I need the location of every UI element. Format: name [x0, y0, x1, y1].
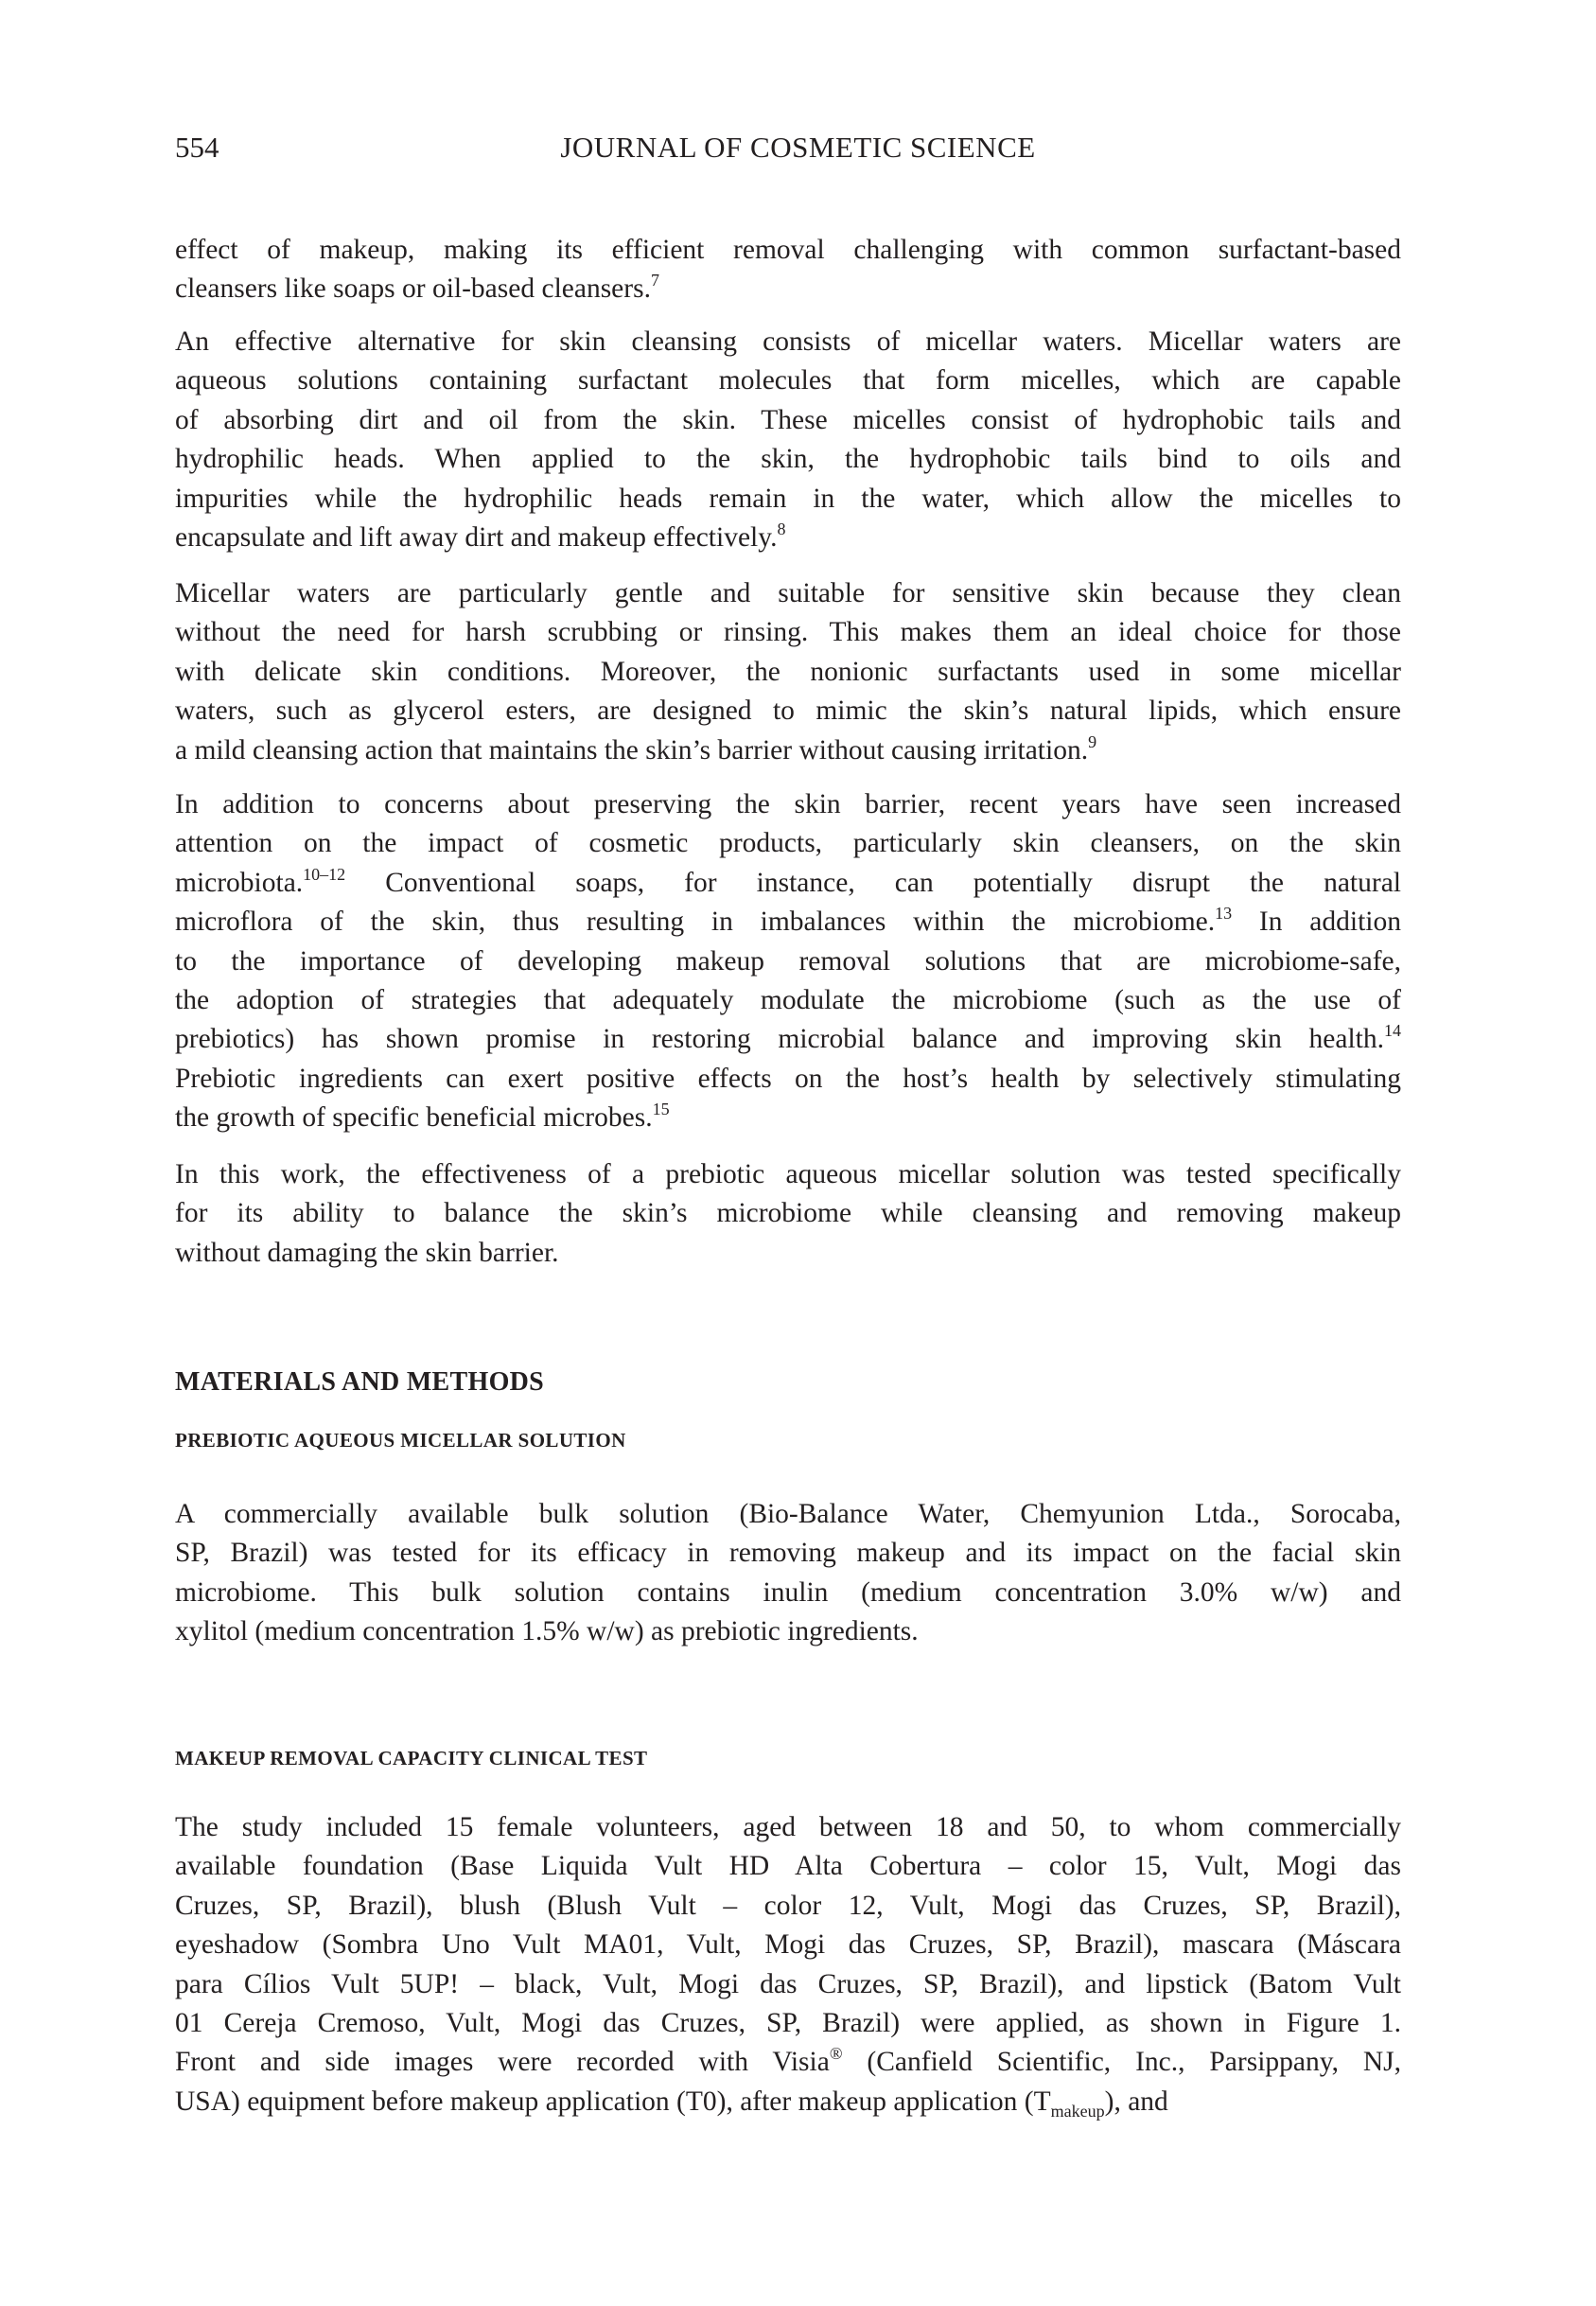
running-header-journal-title: JOURNAL OF COSMETIC SCIENCE	[560, 131, 1036, 164]
text-segment: the growth of specific beneficial microbes.	[175, 1102, 653, 1134]
text-segment: Micellar waters are particularly gentle and suitable for sensitive skin because they clean	[175, 578, 1401, 608]
paragraph-micellar-gentleness	[175, 574, 1401, 770]
paragraph-micellar-waters-intro	[175, 323, 1401, 557]
text-line	[175, 1099, 1401, 1137]
text-line	[175, 613, 1401, 652]
text-line	[175, 653, 1401, 692]
text-segment: eyeshadow (Sombra Uno Vult MA01, Vult, Mogi das Cruzes, SP, Brazil), mascara (Máscara	[175, 1929, 1401, 1961]
text-segment: An effective alternative for skin cleansing consists of micellar waters. Micellar waters are	[175, 326, 1401, 357]
text-line	[175, 1965, 1401, 2004]
superscript-reference: 10–12	[303, 864, 346, 884]
text-segment: without the need for harsh scrubbing or rinsing. This makes them an ideal choice for those	[175, 617, 1401, 648]
subscript: makeup	[1050, 2101, 1105, 2121]
text-segment: The study included 15 female volunteers, aged between 18 and 50, to whom commercially	[175, 1812, 1401, 1842]
text-line	[175, 401, 1401, 440]
text-line	[175, 785, 1401, 824]
text-line	[175, 864, 1401, 903]
text-line	[175, 1060, 1401, 1099]
text-segment: (Canfield Scientific, Inc., Parsippany, NJ,	[842, 2047, 1402, 2078]
paragraph-makeup-removal-challenge	[175, 231, 1401, 309]
superscript-reference: 8	[777, 519, 786, 538]
subheading-makeup-removal-test: MAKEUP REMOVAL CAPACITY CLINICAL TEST	[175, 1747, 648, 1769]
text-line	[175, 942, 1401, 981]
text-line	[175, 1847, 1401, 1886]
text-segment: xylitol (medium concentration 1.5% w/w) as prebiotic ingredients.	[175, 1616, 919, 1647]
text-line	[175, 361, 1401, 400]
text-segment: available foundation (Base Liquida Vult HD Alta Cobertura – color 15, Vult, Mogi das	[175, 1851, 1401, 1882]
superscript-reference: 14	[1384, 1021, 1401, 1041]
text-segment: USA) equipment before makeup application (T0), after makeup application (T	[175, 2086, 1051, 2117]
text-segment: In addition to concerns about preserving the skin barrier, recent years have seen increased	[175, 789, 1401, 819]
superscript-reference: ®	[829, 2044, 843, 2064]
section-heading-materials-methods: MATERIALS AND METHODS	[175, 1367, 545, 1397]
text-line	[175, 440, 1401, 479]
text-segment: 01 Cereja Cremoso, Vult, Mogi das Cruzes, SP, Brazil) were applied, as shown in Figure 1.	[175, 2007, 1401, 2038]
text-line	[175, 1534, 1401, 1573]
superscript-reference: 9	[1088, 731, 1097, 751]
paragraph-microbiome-concerns	[175, 785, 1401, 1138]
text-line	[175, 1926, 1401, 1964]
text-segment: Conventional soaps, for instance, can potentially disrupt the natural	[345, 867, 1401, 898]
text-line	[175, 323, 1401, 361]
text-line	[175, 1887, 1401, 1926]
text-segment: In this work, the effectiveness of a prebiotic aqueous micellar solution was tested specifically	[175, 1159, 1401, 1189]
text-segment: hydrophilic heads. When applied to the skin, the hydrophobic tails bind to oils and	[175, 444, 1401, 475]
text-line	[175, 2083, 1401, 2121]
text-line	[175, 903, 1401, 942]
text-line	[175, 519, 1401, 557]
text-segment: para Cílios Vult 5UP! – black, Vult, Mogi das Cruzes, SP, Brazil), and lipstick (Batom Vult	[175, 1968, 1401, 1999]
text-segment: ), and	[1104, 2086, 1168, 2117]
text-segment: Front and side images were recorded with Visia	[175, 2047, 830, 2078]
text-segment: of absorbing dirt and oil from the skin. These micelles consist of hydrophobic tails and	[175, 404, 1401, 435]
text-line	[175, 1574, 1401, 1612]
text-segment: microbiome. This bulk solution contains inulin (medium concentration 3.0% w/w) and	[175, 1576, 1401, 1608]
text-line	[175, 692, 1401, 731]
paragraph-study-design	[175, 1808, 1401, 2121]
text-segment: SP, Brazil) was tested for its efficacy in removing makeup and its impact on the facial skin	[175, 1538, 1401, 1569]
superscript-reference: 15	[652, 1100, 670, 1119]
text-segment: the adoption of strategies that adequately modulate the microbiome (such as the use of	[175, 984, 1401, 1015]
superscript-reference: 7	[650, 271, 659, 290]
text-line	[175, 574, 1401, 613]
text-line	[175, 480, 1401, 519]
text-line	[175, 981, 1401, 1020]
paragraph-bulk-solution	[175, 1495, 1401, 1652]
text-line	[175, 824, 1401, 863]
text-segment: Prebiotic ingredients can exert positive effects on the host’s health by selectively stimulating	[175, 1063, 1401, 1094]
text-line	[175, 1020, 1401, 1059]
text-line	[175, 231, 1401, 270]
text-segment: microflora of the skin, thus resulting in imbalances within the microbiome.	[175, 907, 1216, 938]
text-segment: aqueous solutions containing surfactant molecules that form micelles, which are capable	[175, 365, 1401, 396]
text-segment: Cruzes, SP, Brazil), blush (Blush Vult – color 12, Vult, Mogi das Cruzes, SP, Brazil),	[175, 1890, 1401, 1921]
paragraph-study-aim	[175, 1155, 1401, 1273]
text-line	[175, 270, 1401, 308]
text-line	[175, 1495, 1401, 1534]
text-line	[175, 1155, 1401, 1194]
text-segment: prebiotics) has shown promise in restoring microbial balance and improving skin health.	[175, 1024, 1384, 1055]
superscript-reference: 13	[1215, 904, 1233, 924]
text-segment: microbiota.	[175, 867, 304, 898]
text-line	[175, 2004, 1401, 2043]
text-segment: cleansers like soaps or oil-based cleansers.	[175, 273, 651, 305]
text-line	[175, 2043, 1401, 2082]
text-segment: encapsulate and lift away dirt and makeup effectively.	[175, 521, 778, 553]
subheading-prebiotic-solution: PREBIOTIC AQUEOUS MICELLAR SOLUTION	[175, 1429, 626, 1452]
text-segment: effect of makeup, making its efficient removal challenging with common surfactant-based	[175, 235, 1401, 265]
text-segment: for its ability to balance the skin’s microbiome while cleansing and removing makeup	[175, 1198, 1401, 1229]
text-line	[175, 1194, 1401, 1233]
text-line	[175, 1808, 1401, 1847]
text-line	[175, 1234, 1401, 1273]
text-segment: a mild cleansing action that maintains the skin’s barrier without causing irritation.	[175, 734, 1089, 766]
text-segment: A commercially available bulk solution (Bio-Balance Water, Chemyunion Ltda., Sorocaba,	[175, 1499, 1401, 1529]
text-line	[175, 731, 1401, 770]
text-segment: without damaging the skin barrier.	[175, 1237, 559, 1268]
text-segment: In addition	[1232, 907, 1401, 938]
page-number: 554	[175, 131, 219, 164]
text-line	[175, 1612, 1401, 1651]
text-segment: attention on the impact of cosmetic products, particularly skin cleansers, on the skin	[175, 828, 1401, 859]
text-segment: with delicate skin conditions. Moreover, the nonionic surfactants used in some micellar	[175, 656, 1401, 687]
text-segment: impurities while the hydrophilic heads remain in the water, which allow the micelles to	[175, 483, 1401, 514]
text-segment: to the importance of developing makeup removal solutions that are microbiome-safe,	[175, 945, 1401, 977]
text-segment: waters, such as glycerol esters, are designed to mimic the skin’s natural lipids, which ensure	[175, 695, 1401, 727]
